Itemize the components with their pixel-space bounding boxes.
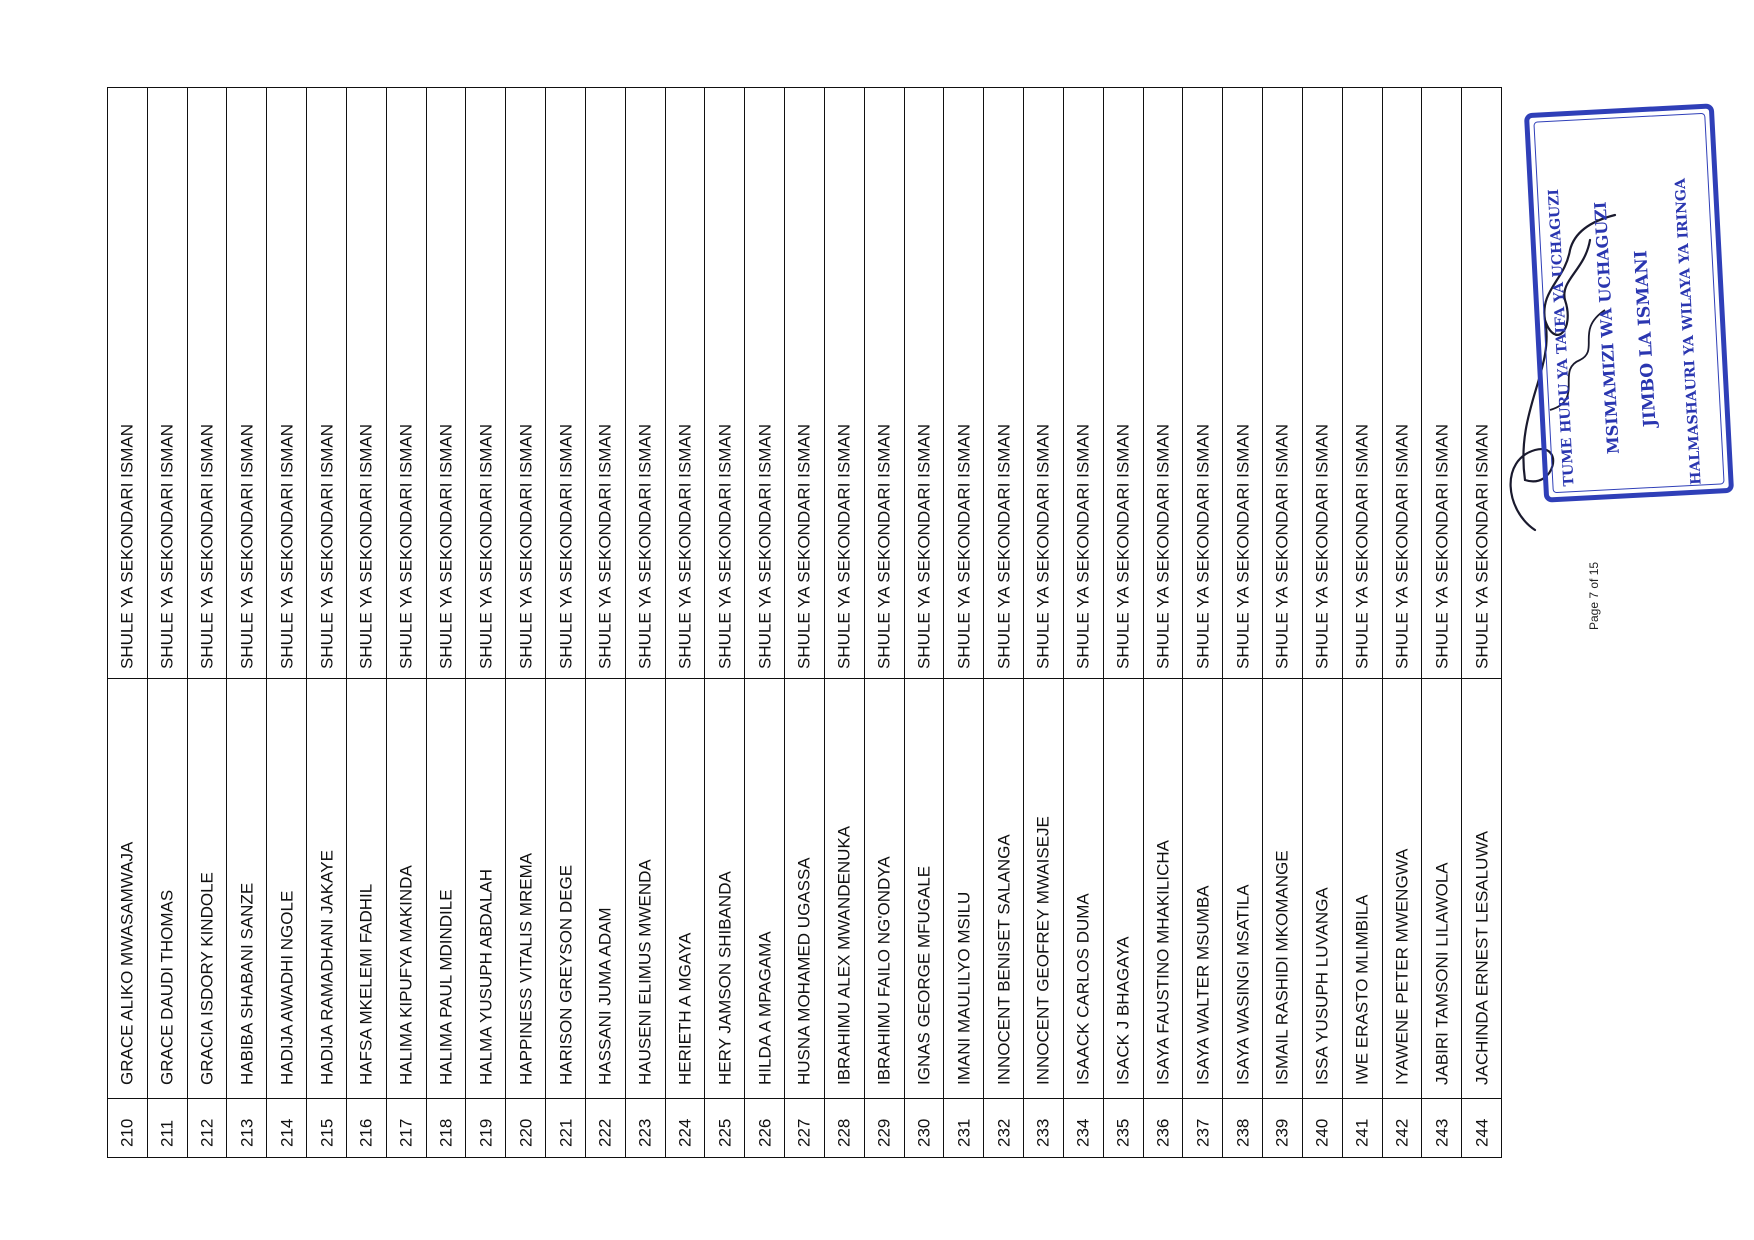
row-number: 236 [1153,1118,1173,1147]
polling-station: SHULE YA SEKONDARI ISMAN [1113,424,1133,669]
voter-name: IMANI MAULILYO MSILU [954,891,974,1085]
table-row [1383,88,1423,1157]
polling-station: SHULE YA SEKONDARI ISMAN [277,424,297,669]
voter-name: IGNAS GEORGE MFUGALE [914,865,934,1085]
polling-station: SHULE YA SEKONDARI ISMAN [1193,424,1213,669]
row-number: 223 [635,1118,655,1147]
table-row [905,88,945,1157]
polling-station: SHULE YA SEKONDARI ISMAN [237,424,257,669]
voter-name: IBRAHIMU ALEX MWANDENUKA [834,825,854,1085]
polling-station: SHULE YA SEKONDARI ISMAN [317,424,337,669]
voter-name: ISAACK CARLOS DUMA [1073,893,1093,1085]
page-number: Page 7 of 15 [1587,561,1601,630]
voter-name: HALMA YUSUPH ABDALAH [476,868,496,1085]
row-number: 216 [356,1118,376,1147]
voter-name: HUSNA MOHAMED UGASSA [794,857,814,1085]
table-row [188,88,228,1157]
row-number: 220 [516,1118,536,1147]
voter-name: HERIETH A MGAYA [675,932,695,1085]
polling-station: SHULE YA SEKONDARI ISMAN [1352,424,1372,669]
voter-name: JACHINDA ERNEST LESALUWA [1472,830,1492,1085]
voter-name: HAFSA MKELEMI FADHIL [356,883,376,1085]
voter-name: HILDA A MPAGAMA [755,931,775,1085]
table-row [745,88,785,1157]
polling-station: SHULE YA SEKONDARI ISMAN [556,424,576,669]
table-row [626,88,666,1157]
polling-station: SHULE YA SEKONDARI ISMAN [954,424,974,669]
table-row [666,88,706,1157]
polling-station: SHULE YA SEKONDARI ISMAN [1153,424,1173,669]
polling-station: SHULE YA SEKONDARI ISMAN [197,424,217,669]
polling-station: SHULE YA SEKONDARI ISMAN [834,424,854,669]
polling-station: SHULE YA SEKONDARI ISMAN [1312,424,1332,669]
voter-list-table [107,87,1502,1158]
voter-name: HASSANI JUMA ADAM [595,907,615,1085]
polling-station: SHULE YA SEKONDARI ISMAN [914,424,934,669]
table-row [1104,88,1144,1157]
row-number: 244 [1472,1118,1492,1147]
table-row [506,88,546,1157]
row-number: 240 [1312,1118,1332,1147]
row-number: 219 [476,1118,496,1147]
voter-name: ISMAIL RASHIDI MKOMANGE [1272,850,1292,1085]
row-number: 230 [914,1118,934,1147]
voter-name: HALIMA KIPUFYA MAKINDA [396,865,416,1085]
polling-station: SHULE YA SEKONDARI ISMAN [1272,424,1292,669]
polling-station: SHULE YA SEKONDARI ISMAN [595,424,615,669]
polling-station: SHULE YA SEKONDARI ISMAN [755,424,775,669]
polling-station: SHULE YA SEKONDARI ISMAN [675,424,695,669]
table-row [825,88,865,1157]
row-number: 210 [117,1118,137,1147]
table-row [1263,88,1303,1157]
official-stamp: TUME HURU YA TAIFA YA UCHAGUZI MSIMAMIZI WA UCHAGUZI JIMBO LA ISMANI HALMASHAURI YA WILAYA YA IRINGA [1524,103,1734,502]
row-number: 215 [317,1118,337,1147]
voter-name: HADIJA AWADHI NGOLE [277,890,297,1085]
polling-station: SHULE YA SEKONDARI ISMAN [356,424,376,669]
polling-station: SHULE YA SEKONDARI ISMAN [1073,424,1093,669]
table-row [387,88,427,1157]
table-row [1144,88,1184,1157]
polling-station: SHULE YA SEKONDARI ISMAN [516,424,536,669]
table-row [785,88,825,1157]
row-number: 237 [1193,1118,1213,1147]
polling-station: SHULE YA SEKONDARI ISMAN [635,424,655,669]
polling-station: SHULE YA SEKONDARI ISMAN [476,424,496,669]
voter-name: HALIMA PAUL MDINDILE [436,889,456,1085]
polling-station: SHULE YA SEKONDARI ISMAN [1033,424,1053,669]
row-number: 234 [1073,1118,1093,1147]
table-row [466,88,506,1157]
polling-station: SHULE YA SEKONDARI ISMAN [994,424,1014,669]
row-number: 235 [1113,1118,1133,1147]
voter-name: GRACE ALIKO MWASAMWAJA [117,841,137,1085]
voter-name: INNOCENT BENISET SALANGA [994,834,1014,1085]
voter-name: INNOCENT GEOFREY MWAISEJE [1033,816,1053,1085]
row-number: 214 [277,1118,297,1147]
voter-name: HAUSENI ELIMUS MWENDA [635,859,655,1085]
table-row [1343,88,1383,1157]
row-number: 229 [874,1118,894,1147]
row-number: 231 [954,1118,974,1147]
row-number: 228 [834,1118,854,1147]
polling-station: SHULE YA SEKONDARI ISMAN [715,424,735,669]
table-row [1064,88,1104,1157]
voter-name: ISAYA FAUSTINO MHAKILICHA [1153,840,1173,1085]
table-row [586,88,626,1157]
table-row [865,88,905,1157]
polling-station: SHULE YA SEKONDARI ISMAN [436,424,456,669]
table-row [148,88,188,1157]
row-number: 212 [197,1118,217,1147]
row-number: 226 [755,1118,775,1147]
polling-station: SHULE YA SEKONDARI ISMAN [874,424,894,669]
voter-name: IWE ERASTO MLIMBILA [1352,894,1372,1085]
voter-name: HADIJA RAMADHANI JAKAYE [317,850,337,1085]
voter-name: ISSA YUSUPH LUVANGA [1312,887,1332,1085]
row-number: 239 [1272,1118,1292,1147]
voter-name: GRACE DAUDI THOMAS [157,889,177,1085]
polling-station: SHULE YA SEKONDARI ISMAN [794,424,814,669]
row-number: 233 [1033,1118,1053,1147]
table-row [347,88,387,1157]
table-row [984,88,1024,1157]
voter-name: HAPPINESS VITALIS MREMA [516,852,536,1085]
row-number: 227 [794,1118,814,1147]
table-row [427,88,467,1157]
table-row [307,88,347,1157]
polling-station: SHULE YA SEKONDARI ISMAN [157,424,177,669]
row-number: 241 [1352,1118,1372,1147]
polling-station: SHULE YA SEKONDARI ISMAN [1472,424,1492,669]
row-number: 242 [1392,1118,1412,1147]
row-number: 222 [595,1118,615,1147]
table-row [1422,88,1462,1157]
table-row [1303,88,1343,1157]
table-row [1183,88,1223,1157]
voter-name: HERY JAMSON SHIBANDA [715,871,735,1085]
row-number: 238 [1233,1118,1253,1147]
voter-name: ISAYA WALTER MSUMBA [1193,885,1213,1085]
polling-station: SHULE YA SEKONDARI ISMAN [1432,424,1452,669]
row-number: 225 [715,1118,735,1147]
table-row [227,88,267,1157]
polling-station: SHULE YA SEKONDARI ISMAN [117,424,137,669]
polling-station: SHULE YA SEKONDARI ISMAN [1233,424,1253,669]
voter-name: IBRAHIMU FAILO NG'ONDYA [874,856,894,1085]
row-number: 243 [1432,1118,1452,1147]
polling-station: SHULE YA SEKONDARI ISMAN [396,424,416,669]
voter-name: ISAYA WASINGI MSATILA [1233,884,1253,1085]
row-number: 211 [157,1119,177,1147]
row-number: 224 [675,1118,695,1147]
polling-station: SHULE YA SEKONDARI ISMAN [1392,424,1412,669]
voter-name: HABIBA SHABANI SANZE [237,882,257,1085]
table-row [267,88,307,1157]
voter-name: ISACK J BHAGAYA [1113,936,1133,1085]
voter-name: IYAWENE PETER MWENGWA [1392,848,1412,1085]
table-row [546,88,586,1157]
row-number: 217 [396,1118,416,1147]
table-row [705,88,745,1157]
voter-name: JABIRI TAMSONI LILAWOLA [1432,862,1452,1085]
table-row [1024,88,1064,1157]
row-number: 213 [237,1118,257,1147]
row-number: 232 [994,1118,1014,1147]
voter-name: HARISON GREYSON DEGE [556,864,576,1085]
row-number: 221 [556,1118,576,1147]
voter-name: GRACIA ISDORY KINDOLE [197,872,217,1085]
row-number: 218 [436,1118,456,1147]
table-row [108,88,148,1157]
table-row [944,88,984,1157]
table-row [1223,88,1263,1157]
